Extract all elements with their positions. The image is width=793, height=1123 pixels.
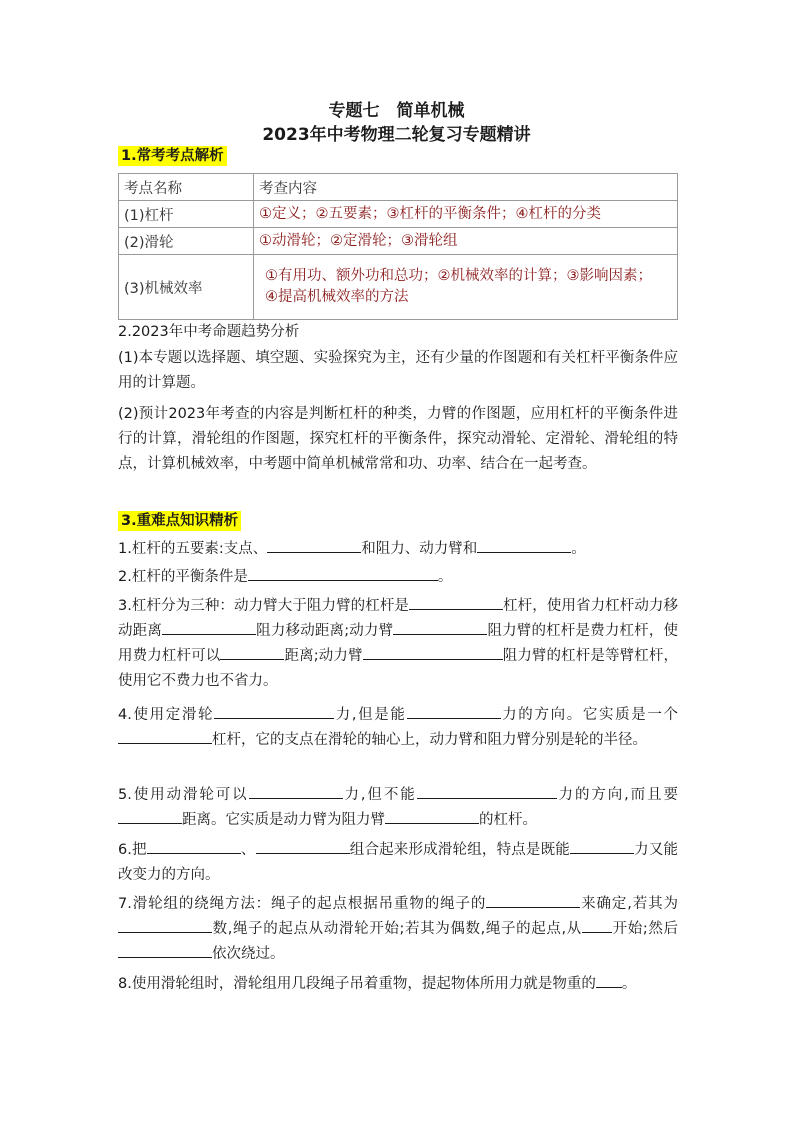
q-text: 1.杠杆的五要素:支点、 — [118, 541, 268, 557]
answer-blank[interactable] — [147, 839, 241, 854]
trend-paragraph-2: (2)预计2023年考查的内容是判断杠杆的种类，力臂的作图题，应用杠杆的平衡条件进行的计算，滑轮组的作图题，探究杠杆的平衡条件，探究动滑轮、定滑轮、滑轮组的特点，计算机械效率，中考题中简单机械常常和功、功率、结合在一起考查。 — [118, 406, 678, 472]
question-3 — [118, 594, 678, 694]
question-4 — [118, 703, 678, 753]
table-header-cell: 考点名称 — [119, 174, 254, 201]
answer-blank[interactable] — [249, 784, 343, 799]
question-8 — [118, 972, 678, 997]
q-text: 距离;动力臂 — [284, 648, 363, 664]
content-line: ①动滑轮；②定滑轮；③滑轮组 — [259, 232, 458, 249]
q-text: 力,但不能 — [342, 787, 417, 803]
table-row — [119, 228, 678, 255]
q-text: 力,但是能 — [334, 707, 407, 723]
question-2 — [118, 565, 678, 590]
q-text: 依次绕过。 — [212, 946, 285, 962]
q-text: 来确定,若其为 — [580, 896, 678, 912]
q-text: 。 — [571, 541, 586, 557]
q-text: 杠杆，使用省力杠杆动力移动距离 — [118, 598, 678, 639]
answer-blank[interactable] — [570, 839, 634, 854]
answer-blank[interactable] — [417, 784, 557, 799]
answer-blank[interactable] — [118, 943, 212, 958]
table-header-row — [119, 174, 678, 201]
table-cell-content — [254, 255, 678, 320]
topic-table — [118, 173, 678, 320]
q-text: 3.杠杆分为三种：动力臂大于阻力臂的杠杆是 — [118, 598, 409, 614]
answer-blank[interactable] — [363, 645, 503, 660]
table-cell-name: (1)杠杆 — [119, 201, 254, 228]
answer-blank[interactable] — [596, 973, 622, 988]
q-text: 距离。它实质是动力臂为阻力臂 — [182, 812, 385, 828]
answer-blank[interactable] — [477, 538, 571, 553]
answer-blank[interactable] — [248, 566, 438, 581]
table-cell-name: (3)机械效率 — [119, 255, 254, 320]
q-text: 力的方向,而且要 — [556, 787, 678, 803]
answer-blank[interactable] — [118, 729, 212, 744]
q-text: 组合起来形成滑轮组，特点是既能 — [349, 842, 570, 858]
trend-paragraph-1: (1)本专题以选择题、填空题、实验探究为主，还有少量的作图题和有关杠杆平衡条件应用的计算题。 — [118, 350, 678, 391]
q-text: 8.使用滑轮组时，滑轮组用几段绳子吊着重物，提起物体所用力就是物重的 — [118, 976, 596, 992]
q-text: 5.使用动滑轮可以 — [118, 787, 249, 803]
q-text: 、 — [240, 842, 256, 858]
q-text: 。 — [437, 569, 453, 585]
content-line: ①定义；②五要素；③杠杆的平衡条件；④杠杆的分类 — [259, 205, 601, 222]
question-6 — [118, 838, 678, 888]
answer-blank[interactable] — [407, 704, 501, 719]
q-text: 4.使用定滑轮 — [118, 707, 215, 723]
question-1 — [118, 537, 678, 562]
table-row — [119, 255, 678, 320]
table-cell-name: (2)滑轮 — [119, 228, 254, 255]
q-text: 的杠杆。 — [479, 812, 537, 828]
doc-title: 专题七 简单机械 — [328, 101, 465, 121]
question-5 — [118, 783, 678, 833]
answer-blank[interactable] — [118, 918, 212, 933]
q-text: 2.杠杆的平衡条件是 — [118, 569, 248, 585]
section-heading-1: 1.常考考点解析 — [118, 146, 227, 166]
table-cell-content — [254, 201, 678, 228]
q-text: 阻力臂的杠杆是等臂杠杆，使用它不费力也不省力。 — [118, 648, 679, 689]
content-line: ①有用功、额外功和总功；②机械效率的计算；③影响因素； — [265, 268, 652, 284]
answer-blank[interactable] — [486, 893, 580, 908]
q-text: 阻力臂的杠杆是费力杠杆，使用费力杠杆可以 — [118, 623, 678, 664]
q-text: 开始;然后 — [611, 921, 678, 937]
table-header-cell: 考查内容 — [254, 174, 678, 201]
q-text: 6.把 — [118, 842, 147, 858]
answer-blank[interactable] — [214, 704, 334, 719]
table-row — [119, 201, 678, 228]
answer-blank[interactable] — [220, 645, 284, 660]
answer-blank[interactable] — [256, 839, 350, 854]
question-7 — [118, 892, 678, 967]
q-text: 阻力移动距离;动力臂 — [256, 623, 394, 639]
q-text: 。 — [621, 976, 637, 992]
content-line: ④提高机械效率的方法 — [265, 289, 409, 305]
section-heading-2: 2.2023年中考命题趋势分析 — [118, 324, 300, 340]
answer-blank[interactable] — [409, 595, 503, 610]
q-text: 和阻力、动力臂和 — [361, 541, 478, 557]
q-text: 7.滑轮组的绕绳方法：绳子的起点根据吊重物的绳子的 — [118, 896, 487, 912]
q-text: 力又能改变力的方向。 — [118, 842, 679, 883]
section-heading-3: 3.重难点知识精析 — [118, 511, 241, 531]
answer-blank[interactable] — [582, 918, 612, 933]
answer-blank[interactable] — [267, 538, 361, 553]
table-cell-content — [254, 228, 678, 255]
q-text: 力的方向。它实质是一个 — [500, 707, 679, 723]
answer-blank[interactable] — [385, 809, 479, 824]
answer-blank[interactable] — [393, 620, 487, 635]
q-text: 杠杆，它的支点在滑轮的轴心上，动力臂和阻力臂分别是轮的半径。 — [212, 732, 647, 748]
q-text: 数,绳子的起点从动滑轮开始;若其为偶数,绳子的起点,从 — [212, 921, 582, 937]
answer-blank[interactable] — [118, 809, 182, 824]
answer-blank[interactable] — [162, 620, 256, 635]
doc-subtitle: 2023年中考物理二轮复习专题精讲 — [262, 125, 531, 145]
